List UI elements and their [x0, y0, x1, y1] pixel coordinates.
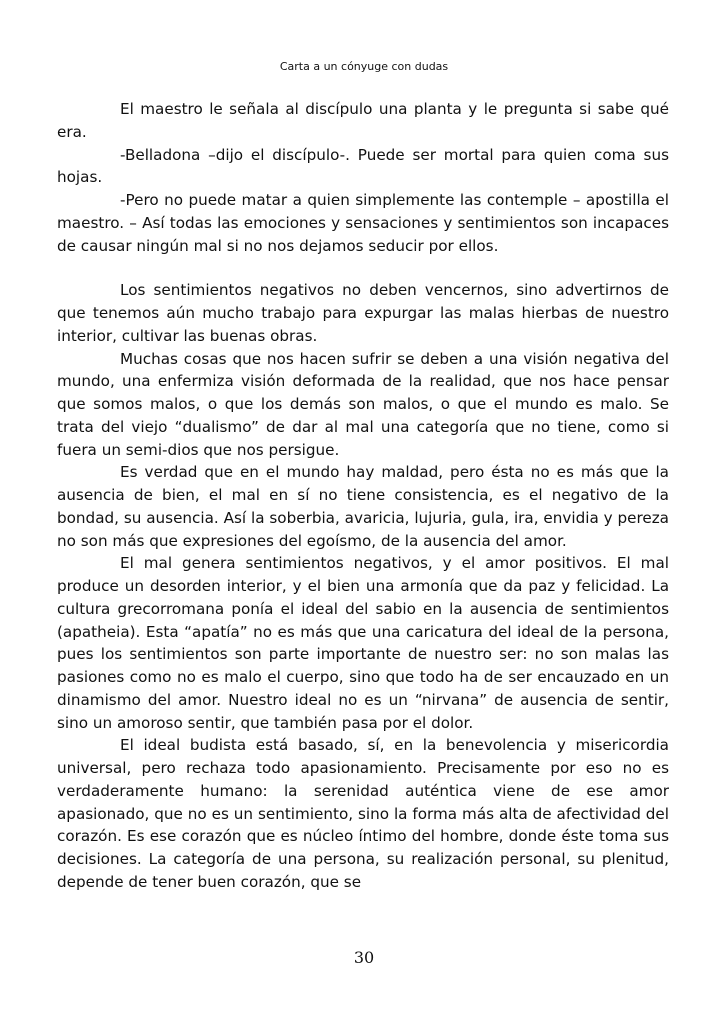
paragraph: El maestro le señala al discípulo una planta y le pregunta si sabe qué era. [57, 100, 669, 141]
paragraph: El ideal budista está basado, sí, en la benevolencia y misericordia universal, pero rechaza todo apasionamiento. Precisamente por eso no es verdaderamente humano: la serenidad auténtica viene de ese amor apasionado, que no es un sentimiento, sino la forma más alta de afectividad del corazón. Es ese corazón que es núcleo íntimo del hombre, donde éste toma sus decisiones. La categoría de una persona, su realización personal, su plenitud, depende de tener buen corazón, que se [57, 736, 669, 891]
paragraph: Es verdad que en el mundo hay maldad, pero ésta no es más que la ausencia de bien, el mal en sí no tiene consistencia, es el negativo de la bondad, su ausencia. Así la soberbia, avaricia, lujuria, gula, ira, envidia y pereza no son más que expresiones del egoísmo, de la ausencia del amor. [57, 463, 669, 550]
paragraph: Los sentimientos negativos no deben vencernos, sino advertirnos de que tenemos aún mucho trabajo para expurgar las malas hierbas de nuestro interior, cultivar las buenas obras. [57, 281, 669, 345]
paragraph: Muchas cosas que nos hacen sufrir se deben a una visión negativa del mundo, una enfermiza visión deformada de la realidad, que nos hace pensar que somos malos, o que los demás son malos, o que el mundo es malo. Se trata del viejo “dualismo” de dar al mal una categoría que no tiene, como si fuera un semi-dios que nos persigue. [57, 349, 669, 459]
paragraph: -Pero no puede matar a quien simplemente las contemple – apostilla el maestro. – Así todas las emociones y sensaciones y sentimientos son incapaces de causar ningún mal si no nos dejamos seducir por ellos. [57, 191, 669, 255]
page-number: 30 [353, 948, 375, 967]
body-text [57, 98, 669, 894]
running-header: Carta a un cónyuge con dudas [279, 60, 449, 73]
paragraph: El mal genera sentimientos negativos, y el amor positivos. El mal produce un desorden interior, y el bien una armonía que da paz y felicidad. La cultura grecorromana ponía el ideal del sabio en la ausencia de sentimientos (apatheia). Esta “apatía” no es más que una caricatura del ideal de la persona, pues los sentimientos son parte importante de nuestro ser: no son malas las pasiones como no es malo el cuerpo, sino que todo ha de ser encauzado en un dinamismo del amor. Nuestro ideal no es un “nirvana” de ausencia de sentir, sino un amoroso sentir, que también pasa por el dolor. [57, 554, 669, 732]
paragraph: -Belladona –dijo el discípulo-. Puede ser mortal para quien coma sus hojas. [57, 145, 669, 187]
